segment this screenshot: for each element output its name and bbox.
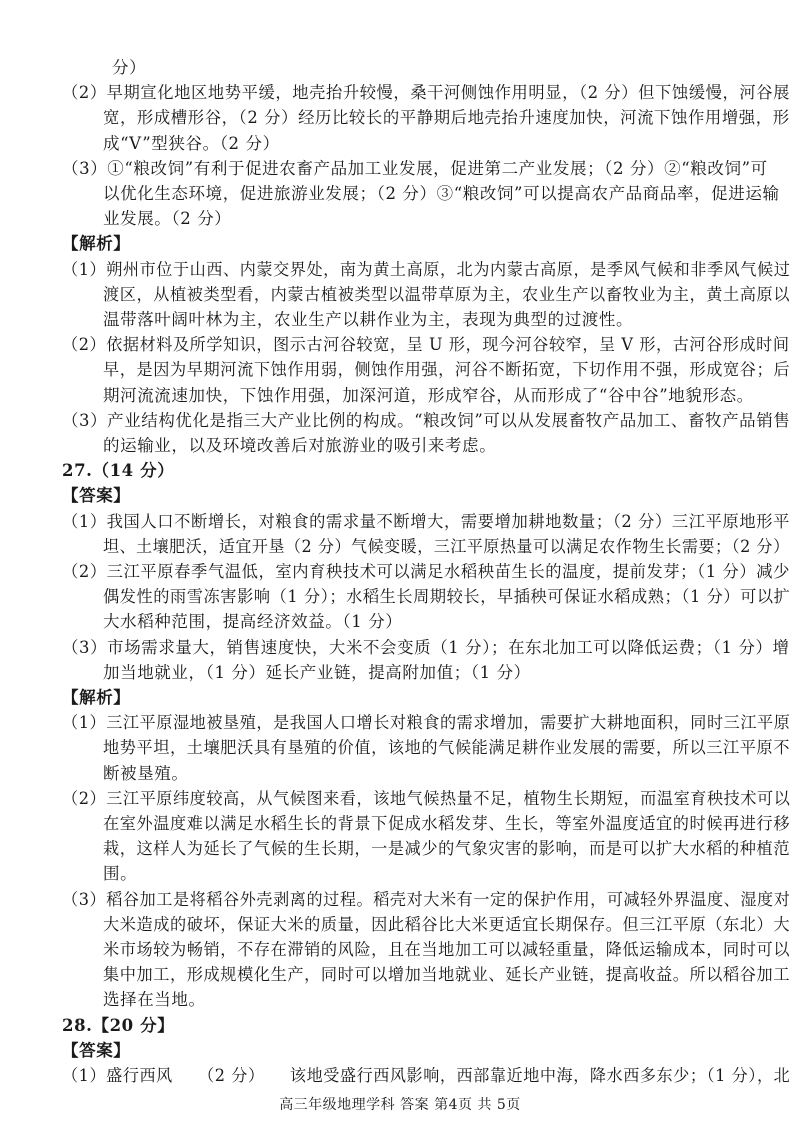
text-line: （3）产业结构优化是指三大产业比例的构成。“粮改饲”可以从发展畜牧产品加工、畜牧产品销售 — [62, 410, 791, 430]
text-line: 业发展。（2 分） — [103, 209, 232, 229]
text-line: 地势平坦，土壤肥沃具有垦殖的价值，该地的气候能满足耕作业发展的需要，所以三江平原不 — [103, 738, 791, 758]
text-line: 米市场较为畅销，不存在滞销的风险，且在当地加工可以减轻重量，降低运输成本，同时可以 — [103, 940, 791, 959]
text-line: （1）盛行西风 （2 分） 该地受盛行西风影响，西部靠近地中海，降水西多东少；（1 分），北 — [62, 1066, 791, 1085]
text-line: （1）三江平原湿地被垦殖，是我国人口增长对粮食的需求增加，需要扩大耕地面积，同时三江平原 — [62, 713, 791, 733]
text-line: 宽，形成槽形谷，（2 分）经历比较长的平静期后地壳抬升速度加快，河流下蚀作用增强，形 — [103, 108, 790, 128]
page-footer: 高三年级地理学科 答案 第4页 共 5页 — [279, 1097, 521, 1114]
text-line: 温带落叶阔叶林为主，农业生产以耕作业为主，表现为典型的过渡性。 — [103, 310, 634, 329]
text-line: 成“V”型狭谷。（2 分） — [103, 133, 280, 153]
text-line: 早，是因为早期河流下蚀作用弱，侧蚀作用强，河谷不断拓宽，下切作用不强，形成宽谷；后 — [103, 360, 791, 380]
text-line: 的运输业，以及环境改善后对旅游业的吸引来考虑。 — [103, 436, 497, 455]
text-line: 大水稻种范围，提高经济效益。（1 分） — [103, 612, 403, 632]
text-line: 期河流流速加快，下蚀作用强，加深河道，形成窄谷，从而形成了“谷中谷”地貌形态。 — [103, 385, 754, 405]
section-heading-analysis: 【解析】 — [62, 234, 131, 254]
text-line: 偶发性的雨雪冻害影响（1 分）；水稻生长周期较长，早插秧可保证水稻成熟；（1 分）可以扩 — [103, 587, 791, 607]
section-heading-answer: 【答案】 — [62, 486, 131, 506]
text-line: 以优化生态环境，促进旅游业发展；（2 分）③“粮改饲”可以提高农产品商品率，促进运输 — [103, 184, 780, 203]
text-line: （3）市场需求量大，销售速度快，大米不会变质（1 分）；在东北加工可以降低运费；（1 分）增 — [62, 637, 790, 657]
text-line: （3）①“粮改饲”有利于促进农畜产品加工业发展，促进第二产业发展；（2 分）②“粮改饲”可 — [62, 158, 768, 178]
text-line: 渡区，从植被类型看，内蒙古植被类型以温带草原为主，农业生产以畜牧业为主，黄土高原以 — [103, 284, 791, 304]
text-line: 分） — [112, 58, 147, 77]
text-line: 围。 — [103, 864, 138, 884]
question-number: 27.（14 分） — [62, 461, 175, 481]
text-line: 集中加工，形成规模化生产，同时可以增加当地就业、延长产业链，提高收益。所以稻谷加工 — [103, 965, 791, 985]
text-line: 大米造成的破坏，保证大米的质量，因此稻谷比大米更适宜长期保存。但三江平原（东北）大 — [103, 914, 791, 934]
text-line: （2）三江平原纬度较高，从气候图来看，该地气候热量不足，植物生长期短，而温室育秧技术可以 — [62, 788, 791, 808]
question-number: 28.【20 分】 — [62, 1015, 175, 1035]
section-heading-analysis: 【解析】 — [62, 688, 131, 707]
text-line: 在室外温度难以满足水稻生长的背景下促成水稻发芽、生长，等室外温度适宜的时候再进行移 — [103, 814, 791, 833]
text-line: 选择在当地。 — [103, 990, 206, 1010]
text-line: （1）我国人口不断增长，对粮食的需求量不断增大，需要增加耕地数量；（2 分）三江平原地形平 — [62, 511, 790, 531]
text-line: （1）朔州市位于山西、内蒙交界处，南为黄土高原，北为内蒙古高原，是季风气候和非季风气候过 — [62, 259, 791, 279]
text-line: （2）三江平原春季气温低，室内育秧技术可以满足水稻秧苗生长的温度，提前发芽；（1 分）减少 — [62, 562, 790, 581]
text-line: 坦、土壤肥沃，适宜开垦（2 分）气候变暖，三江平原热量可以满足农作物生长需要；（2 分） — [103, 536, 790, 556]
text-line: 栽，这样人为延长了气候的生长期，一是减少的气象灾害的影响，而是可以扩大水稻的种植范 — [103, 839, 791, 859]
text-line: 加当地就业，（1 分）延长产业链，提高附加值；（1 分） — [103, 662, 531, 682]
section-heading-answer: 【答案】 — [62, 1040, 131, 1060]
text-line: （2）早期宣化地区地势平缓，地壳抬升较慢，桑干河侧蚀作用明显，（2 分）但下蚀缓慢，河谷展 — [62, 83, 790, 103]
text-line: 断被垦殖。 — [103, 763, 189, 783]
text-line: （2）依据材料及所学知识，图示古河谷较宽，呈 U 形，现今河谷较窄，呈 V 形，古河谷形成时间 — [62, 335, 790, 355]
text-line: （3）稻谷加工是将稻谷外壳剥离的过程。稻壳对大米有一定的保护作用，可减轻外界温度、湿度对 — [62, 889, 791, 909]
